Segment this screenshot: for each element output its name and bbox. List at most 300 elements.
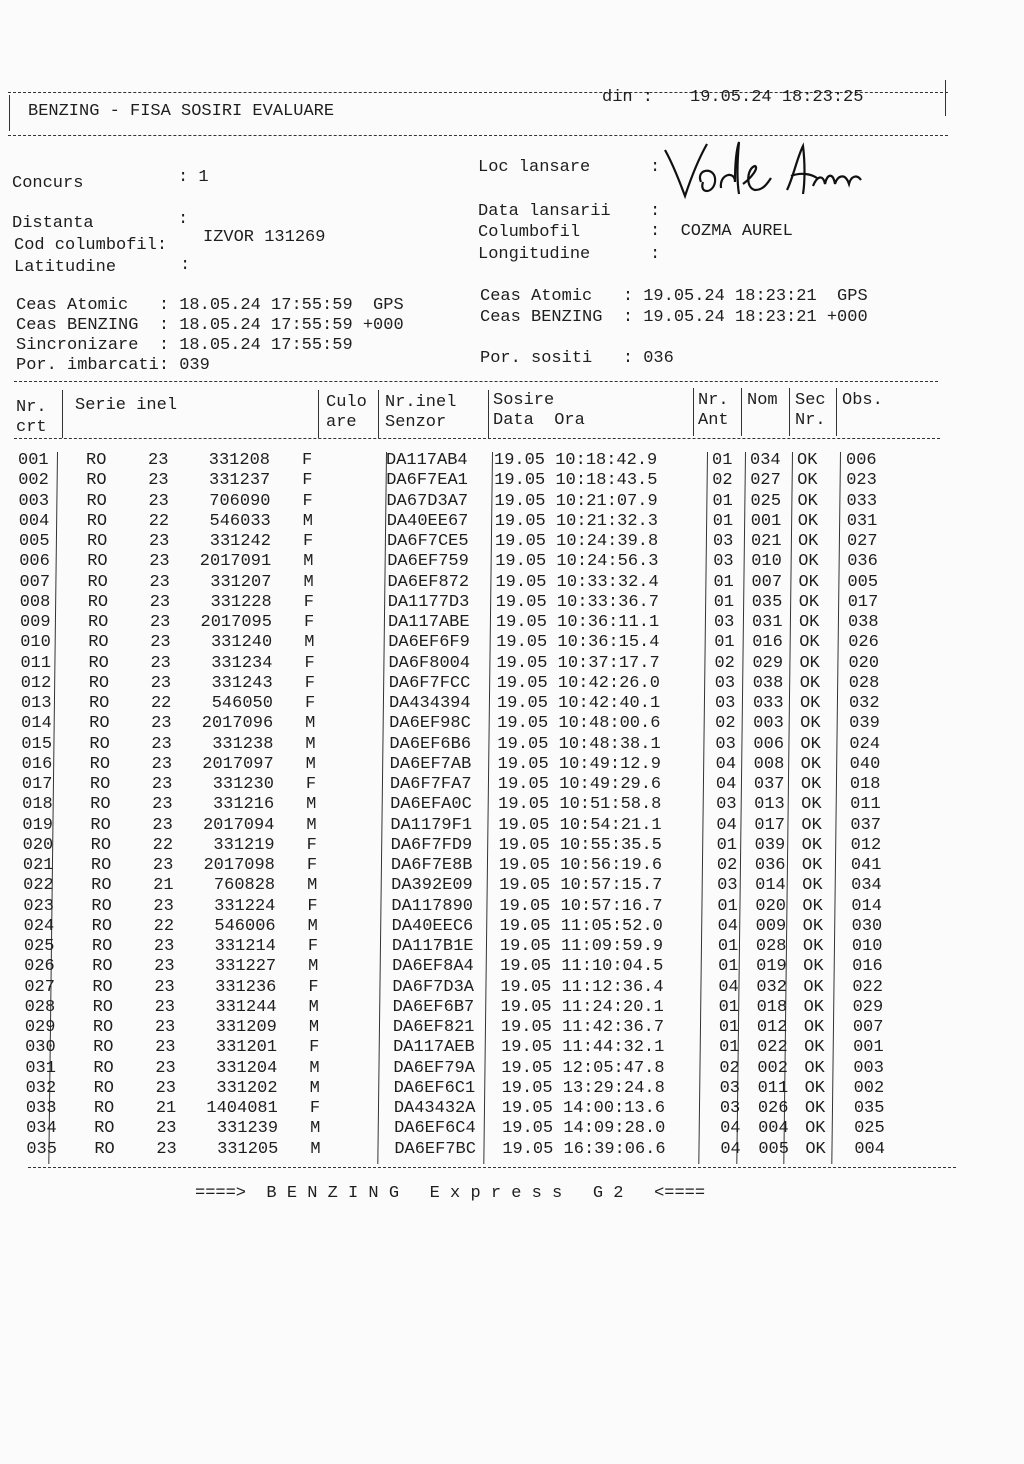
- body-column-separator: [483, 452, 493, 1164]
- obs-nr: 002: [853, 1078, 885, 1098]
- obs-nr: 036: [847, 552, 878, 572]
- arrival-datetime: 19.05 11:05:52.0: [499, 916, 663, 936]
- col-nr-inel-line2: Senzor: [385, 413, 447, 432]
- sex: M: [308, 957, 319, 977]
- arrival-datetime: 19.05 13:29:24.8: [501, 1078, 665, 1098]
- sex: M: [303, 572, 314, 592]
- obs-nr: 033: [846, 491, 878, 511]
- obs-nr: 028: [848, 673, 880, 693]
- sex: M: [310, 1139, 321, 1159]
- series-year: 23: [154, 977, 175, 997]
- series-year: 22: [148, 511, 170, 531]
- row-nr: 025: [23, 937, 55, 956]
- arrival-datetime: 19.05 10:48:00.6: [497, 714, 661, 734]
- footer-brand: ====> B E N Z I N G E x p r e s s G 2 <====: [195, 1184, 706, 1203]
- col-sec-line2: Nr.: [795, 411, 826, 430]
- arrival-datetime: 19.05 11:10:04.5: [500, 957, 664, 977]
- sec-status: OK: [797, 511, 819, 531]
- antenna-nr: 03: [715, 734, 736, 754]
- sex: F: [307, 896, 318, 916]
- sex: M: [305, 714, 316, 734]
- arrival-datetime: 19.05 10:18:43.5: [494, 471, 658, 491]
- sec-status: OK: [803, 1018, 825, 1037]
- series-country: RO: [90, 856, 112, 875]
- obs-nr: 025: [854, 1119, 885, 1139]
- obs-nr: 032: [848, 694, 880, 713]
- series-year: 23: [151, 734, 172, 754]
- ring-sensor: DA67D3A7: [386, 491, 469, 511]
- sex: F: [302, 451, 313, 470]
- antenna-nr: 02: [716, 856, 738, 875]
- series-country: RO: [93, 1058, 114, 1078]
- arrival-datetime: 19.05 10:36:15.4: [496, 633, 660, 653]
- row-nr: 019: [22, 815, 54, 835]
- sec-status: OK: [801, 835, 823, 855]
- sex: F: [307, 937, 319, 956]
- series-year: 23: [154, 997, 176, 1017]
- date-prefix: din :: [602, 88, 654, 107]
- columbofil-value: : COZMA AUREL: [650, 222, 793, 241]
- nom-nr: 012: [756, 1018, 788, 1037]
- series-country: RO: [90, 795, 111, 815]
- series-country: RO: [91, 937, 113, 956]
- series-year: 23: [153, 896, 174, 916]
- antenna-nr: 03: [717, 876, 738, 896]
- row-nr: 001: [18, 451, 49, 470]
- series-number: 760828: [213, 876, 276, 896]
- col-culoare-line2: are: [326, 413, 357, 432]
- sex: M: [308, 1018, 320, 1037]
- antenna-nr: 01: [712, 491, 733, 511]
- antenna-nr: 01: [718, 957, 739, 977]
- arrival-datetime: 19.05 10:56:19.6: [498, 856, 663, 875]
- col-nr-line2: crt: [16, 418, 47, 437]
- nom-nr: 010: [751, 552, 782, 572]
- arrival-datetime: 19.05 10:48:38.1: [497, 734, 661, 754]
- series-year: 23: [148, 532, 170, 551]
- series-number: 331244: [215, 997, 277, 1017]
- header-column-separator: [378, 390, 379, 438]
- series-year: 23: [154, 1018, 176, 1037]
- ring-sensor: DA6EFA0C: [390, 795, 472, 815]
- sex: F: [305, 775, 317, 794]
- antenna-nr: 01: [717, 937, 739, 956]
- nom-nr: 031: [751, 613, 783, 632]
- antenna-nr: 02: [715, 714, 736, 734]
- row-nr: 002: [18, 471, 49, 491]
- series-country: RO: [89, 734, 110, 754]
- series-number: 331209: [215, 1018, 277, 1037]
- sex: F: [306, 835, 317, 855]
- arrival-datetime: 19.05 10:42:26.0: [496, 673, 660, 693]
- ring-sensor: DA6EF8A4: [392, 957, 474, 977]
- series-country: RO: [86, 451, 107, 470]
- sec-status: OK: [801, 856, 823, 875]
- series-country: RO: [92, 977, 113, 997]
- ring-sensor: DA6EF6F9: [388, 633, 470, 653]
- sec-status: OK: [804, 1099, 826, 1118]
- sec-status: OK: [802, 896, 823, 916]
- series-number: 331216: [212, 795, 275, 815]
- obs-nr: 012: [850, 835, 882, 855]
- antenna-nr: 04: [718, 977, 739, 997]
- row-nr: 012: [20, 673, 52, 693]
- header-left-bar: [9, 95, 10, 131]
- row-nr: 006: [19, 552, 50, 572]
- porumbei-imbarcati: Por. imbarcati: 039: [16, 356, 210, 375]
- obs-nr: 030: [851, 916, 883, 936]
- antenna-nr: 04: [715, 775, 737, 794]
- sec-status: OK: [802, 916, 824, 936]
- sex: M: [307, 876, 318, 896]
- series-number: 331228: [210, 592, 272, 612]
- antenna-nr: 02: [719, 1058, 740, 1078]
- sex: F: [309, 1099, 321, 1118]
- antenna-nr: 01: [717, 896, 738, 916]
- sec-status: OK: [797, 532, 819, 551]
- arrival-datetime: 19.05 11:42:36.7: [500, 1018, 665, 1037]
- header-column-separator: [693, 388, 694, 436]
- sex: M: [306, 815, 317, 835]
- arrival-datetime: 19.05 10:49:29.6: [497, 775, 662, 794]
- ring-sensor: DA6EF6B6: [389, 734, 472, 754]
- series-year: 23: [156, 1119, 177, 1139]
- ring-sensor: DA117AEB: [393, 1038, 475, 1058]
- body-column-separator: [377, 452, 387, 1164]
- obs-nr: 034: [851, 876, 882, 896]
- col-nr-inel-line1: Nr.inel: [385, 393, 457, 412]
- arrival-datetime: 19.05 12:05:47.8: [501, 1058, 665, 1078]
- sec-status: OK: [799, 694, 821, 713]
- sec-status: OK: [802, 876, 823, 896]
- series-country: RO: [86, 511, 108, 531]
- col-obs: Obs.: [842, 391, 883, 410]
- row-nr: 034: [26, 1119, 57, 1139]
- arrival-datetime: 19.05 11:44:32.1: [501, 1038, 665, 1058]
- series-year: 23: [150, 673, 172, 693]
- series-year: 23: [154, 957, 175, 977]
- arrival-datetime: 19.05 10:24:39.8: [494, 532, 659, 551]
- series-country: RO: [89, 754, 111, 774]
- obs-nr: 024: [849, 734, 881, 754]
- obs-nr: 005: [847, 572, 879, 592]
- series-number: 2017097: [202, 754, 274, 774]
- arrival-datetime: 19.05 11:09:59.9: [499, 937, 664, 956]
- antenna-nr: 01: [712, 511, 734, 531]
- series-year: 23: [151, 754, 173, 774]
- series-country: RO: [91, 876, 112, 896]
- col-sec-line1: Sec: [795, 391, 826, 410]
- nom-nr: 032: [756, 977, 787, 997]
- header-column-separator: [836, 388, 837, 436]
- obs-nr: 038: [847, 613, 879, 632]
- series-country: RO: [91, 896, 112, 916]
- antenna-nr: 01: [713, 572, 734, 592]
- antenna-nr: 04: [716, 815, 737, 835]
- ring-sensor: DA40EEC6: [391, 916, 474, 936]
- nom-nr: 014: [755, 876, 786, 896]
- header-column-separator: [789, 388, 790, 436]
- series-country: RO: [88, 653, 109, 673]
- series-number: 331238: [212, 734, 274, 754]
- sec-status: OK: [805, 1119, 826, 1139]
- nom-nr: 004: [758, 1119, 789, 1139]
- sex: F: [302, 471, 313, 491]
- series-year: 23: [149, 592, 171, 612]
- obs-nr: 011: [850, 795, 881, 815]
- row-nr: 024: [23, 916, 55, 936]
- sex: M: [304, 633, 315, 653]
- series-country: RO: [93, 1099, 115, 1118]
- series-year: 21: [155, 1099, 177, 1118]
- series-year: 23: [152, 795, 173, 815]
- series-number: 331202: [216, 1078, 278, 1098]
- sex: F: [304, 653, 315, 673]
- arrival-datetime: 19.05 10:21:07.9: [494, 491, 658, 511]
- antenna-nr: 04: [717, 916, 739, 936]
- row-nr: 031: [25, 1058, 56, 1078]
- antenna-nr: 04: [715, 754, 737, 774]
- series-country: RO: [91, 916, 113, 936]
- nom-nr: 006: [753, 734, 785, 754]
- series-country: RO: [88, 633, 109, 653]
- obs-nr: 014: [851, 896, 882, 916]
- antenna-nr: 02: [714, 653, 735, 673]
- series-year: 23: [151, 714, 172, 734]
- ring-sensor: DA6F7FD9: [390, 835, 473, 855]
- row-nr: 027: [24, 977, 55, 997]
- ring-sensor: DA43432A: [393, 1099, 476, 1118]
- ring-sensor: DA6F7EA1: [386, 471, 468, 491]
- ceas-benzing-start: Ceas BENZING : 18.05.24 17:55:59 +000: [16, 316, 404, 335]
- nom-nr: 029: [752, 653, 784, 673]
- document-title: BENZING - FISA SOSIRI EVALUARE: [28, 102, 335, 121]
- nom-nr: 034: [750, 451, 781, 470]
- arrival-datetime: 19.05 11:12:36.4: [500, 977, 664, 997]
- ring-sensor: DA6F7E8B: [390, 856, 473, 875]
- arrival-datetime: 19.05 10:33:32.4: [495, 572, 659, 592]
- series-country: RO: [87, 572, 108, 592]
- series-year: 23: [149, 613, 171, 632]
- series-country: RO: [87, 552, 108, 572]
- series-country: RO: [93, 1038, 114, 1058]
- obs-nr: 037: [850, 815, 882, 835]
- arrival-datetime: 19.05 10:54:21.1: [498, 815, 662, 835]
- sec-status: OK: [799, 673, 821, 693]
- ring-sensor: DA1177D3: [387, 592, 470, 612]
- sec-status: OK: [800, 775, 822, 794]
- obs-nr: 010: [851, 937, 883, 956]
- series-year: 23: [149, 572, 170, 592]
- arrival-datetime: 19.05 10:51:58.8: [498, 795, 662, 815]
- sec-status: OK: [801, 815, 822, 835]
- ring-sensor: DA6EF98C: [389, 714, 471, 734]
- row-nr: 008: [19, 592, 51, 612]
- series-number: 1404081: [206, 1099, 278, 1118]
- series-country: RO: [90, 835, 112, 855]
- antenna-nr: 03: [719, 1078, 740, 1098]
- arrival-datetime: 19.05 10:36:11.1: [495, 613, 660, 632]
- data-lansarii-label: Data lansarii: [478, 202, 611, 221]
- obs-nr: 001: [853, 1038, 884, 1058]
- antenna-nr: 02: [712, 471, 733, 491]
- sex: M: [309, 1078, 320, 1098]
- sex: M: [306, 795, 317, 815]
- sex: M: [307, 916, 318, 936]
- arrival-datetime: 19.05 10:57:16.7: [499, 896, 663, 916]
- arrival-datetime: 19.05 10:21:32.3: [494, 511, 658, 531]
- antenna-nr: 01: [718, 1018, 740, 1037]
- obs-nr: 004: [854, 1139, 885, 1159]
- series-number: 331237: [209, 471, 271, 491]
- sex: M: [305, 754, 316, 774]
- ring-sensor: DA6EF6B7: [392, 997, 475, 1017]
- nom-nr: 002: [757, 1058, 788, 1078]
- ring-sensor: DA40EE67: [386, 511, 469, 531]
- series-number: 331227: [214, 957, 277, 977]
- arrival-datetime: 19.05 10:57:15.7: [499, 876, 663, 896]
- series-number: 331224: [214, 896, 276, 916]
- loc-lansare-label: Loc lansare: [478, 158, 591, 177]
- series-year: 22: [150, 694, 172, 713]
- concurs-value: : 1: [178, 168, 209, 187]
- series-number: 331230: [212, 775, 274, 794]
- nom-nr: 003: [753, 714, 784, 734]
- table-top-rule: [14, 381, 938, 382]
- columbofil-label: Columbofil: [478, 223, 581, 242]
- col-sosire-line1: Sosire: [493, 391, 555, 410]
- sec-status: OK: [797, 451, 818, 470]
- arrival-datetime: 19.05 11:24:20.1: [500, 997, 664, 1017]
- series-year: 23: [152, 815, 173, 835]
- row-nr: 013: [20, 694, 52, 713]
- latitudine-label: Latitudine: [14, 258, 117, 277]
- nom-nr: 026: [757, 1099, 789, 1118]
- sec-status: OK: [804, 1058, 825, 1078]
- series-country: RO: [87, 592, 109, 612]
- concurs-label: Concurs: [12, 174, 84, 193]
- series-year: 23: [149, 552, 170, 572]
- row-nr: 007: [19, 572, 51, 592]
- series-country: RO: [92, 1018, 114, 1037]
- nom-nr: 025: [750, 491, 782, 511]
- ring-sensor: DA6F7FCC: [388, 673, 471, 693]
- row-nr: 004: [18, 511, 50, 531]
- sex: M: [309, 1058, 320, 1078]
- arrival-datetime: 19.05 10:37:17.7: [496, 653, 660, 673]
- series-country: RO: [90, 815, 111, 835]
- sec-status: OK: [799, 633, 820, 653]
- ring-sensor: DA6EF79A: [393, 1058, 475, 1078]
- series-number: 331201: [215, 1038, 278, 1058]
- sex: F: [303, 592, 314, 612]
- nom-nr: 013: [754, 795, 785, 815]
- col-nr-line1: Nr.: [16, 398, 47, 417]
- table-header-rule: [14, 438, 940, 439]
- ring-sensor: DA6EF7AB: [389, 754, 472, 774]
- row-nr: 028: [24, 997, 56, 1017]
- obs-nr: 026: [848, 633, 879, 653]
- series-country: RO: [86, 471, 107, 491]
- series-year: 23: [153, 937, 175, 956]
- obs-nr: 039: [849, 714, 880, 734]
- row-nr: 003: [18, 491, 50, 511]
- loc-lansare-sep: :: [650, 158, 661, 177]
- latitudine-sep: :: [180, 256, 191, 275]
- nom-nr: 017: [754, 815, 786, 835]
- nom-nr: 033: [752, 694, 784, 713]
- ring-sensor: DA434394: [388, 694, 471, 713]
- antenna-nr: 04: [720, 1139, 741, 1159]
- porumbei-sositi: Por. sositi : 036: [480, 349, 674, 368]
- series-year: 23: [156, 1139, 177, 1159]
- nom-nr: 011: [757, 1078, 789, 1098]
- ceas-atomic-start: Ceas Atomic : 18.05.24 17:55:59 GPS: [16, 296, 404, 315]
- nom-nr: 001: [750, 511, 782, 531]
- obs-nr: 006: [846, 451, 877, 470]
- row-nr: 005: [18, 532, 50, 551]
- series-number: 331239: [216, 1119, 279, 1139]
- ring-sensor: DA6EF821: [392, 1018, 475, 1037]
- row-nr: 011: [20, 653, 52, 673]
- nom-nr: 028: [755, 937, 787, 956]
- series-country: RO: [88, 673, 110, 693]
- sex: F: [303, 613, 315, 632]
- obs-nr: 027: [846, 532, 878, 551]
- header-column-separator: [741, 388, 742, 436]
- nom-nr: 005: [758, 1139, 789, 1159]
- ring-sensor: DA117ABE: [387, 613, 470, 632]
- nom-nr: 021: [750, 532, 782, 551]
- row-nr: 022: [23, 876, 54, 896]
- series-country: RO: [89, 775, 111, 794]
- row-nr: 009: [19, 613, 51, 632]
- series-year: 23: [155, 1038, 176, 1058]
- sec-status: OK: [798, 552, 819, 572]
- cod-columbofil-label: Cod columbofil:: [14, 236, 168, 255]
- obs-nr: 007: [852, 1018, 884, 1037]
- row-nr: 018: [22, 795, 53, 815]
- sex: F: [309, 1038, 320, 1058]
- series-year: 23: [148, 451, 169, 470]
- ring-sensor: DA6F7CE5: [386, 532, 469, 551]
- print-date: 19.05.24 18:23:25: [690, 88, 864, 107]
- sec-status: OK: [800, 714, 821, 734]
- series-number: 331243: [211, 673, 273, 693]
- nom-nr: 018: [756, 997, 788, 1017]
- antenna-nr: 01: [718, 997, 740, 1017]
- sec-status: OK: [803, 957, 824, 977]
- sec-status: OK: [798, 592, 820, 612]
- row-nr: 030: [25, 1038, 56, 1058]
- ring-sensor: DA117B1E: [391, 937, 474, 956]
- ring-sensor: DA392E09: [391, 876, 473, 896]
- arrival-datetime: 19.05 10:55:35.5: [498, 835, 662, 855]
- arrival-datetime: 19.05 10:33:36.7: [495, 592, 659, 612]
- series-country: RO: [94, 1139, 115, 1159]
- antenna-nr: 03: [714, 673, 736, 693]
- series-country: RO: [92, 957, 113, 977]
- series-number: 331208: [208, 451, 270, 470]
- series-country: RO: [87, 613, 109, 632]
- antenna-nr: 03: [713, 552, 734, 572]
- series-number: 706090: [209, 491, 271, 511]
- sex: F: [308, 977, 319, 997]
- series-number: 331236: [215, 977, 277, 997]
- sec-status: OK: [800, 734, 821, 754]
- arrival-datetime: 19.05 10:18:42.9: [494, 451, 658, 470]
- handwritten-signature: [655, 138, 865, 208]
